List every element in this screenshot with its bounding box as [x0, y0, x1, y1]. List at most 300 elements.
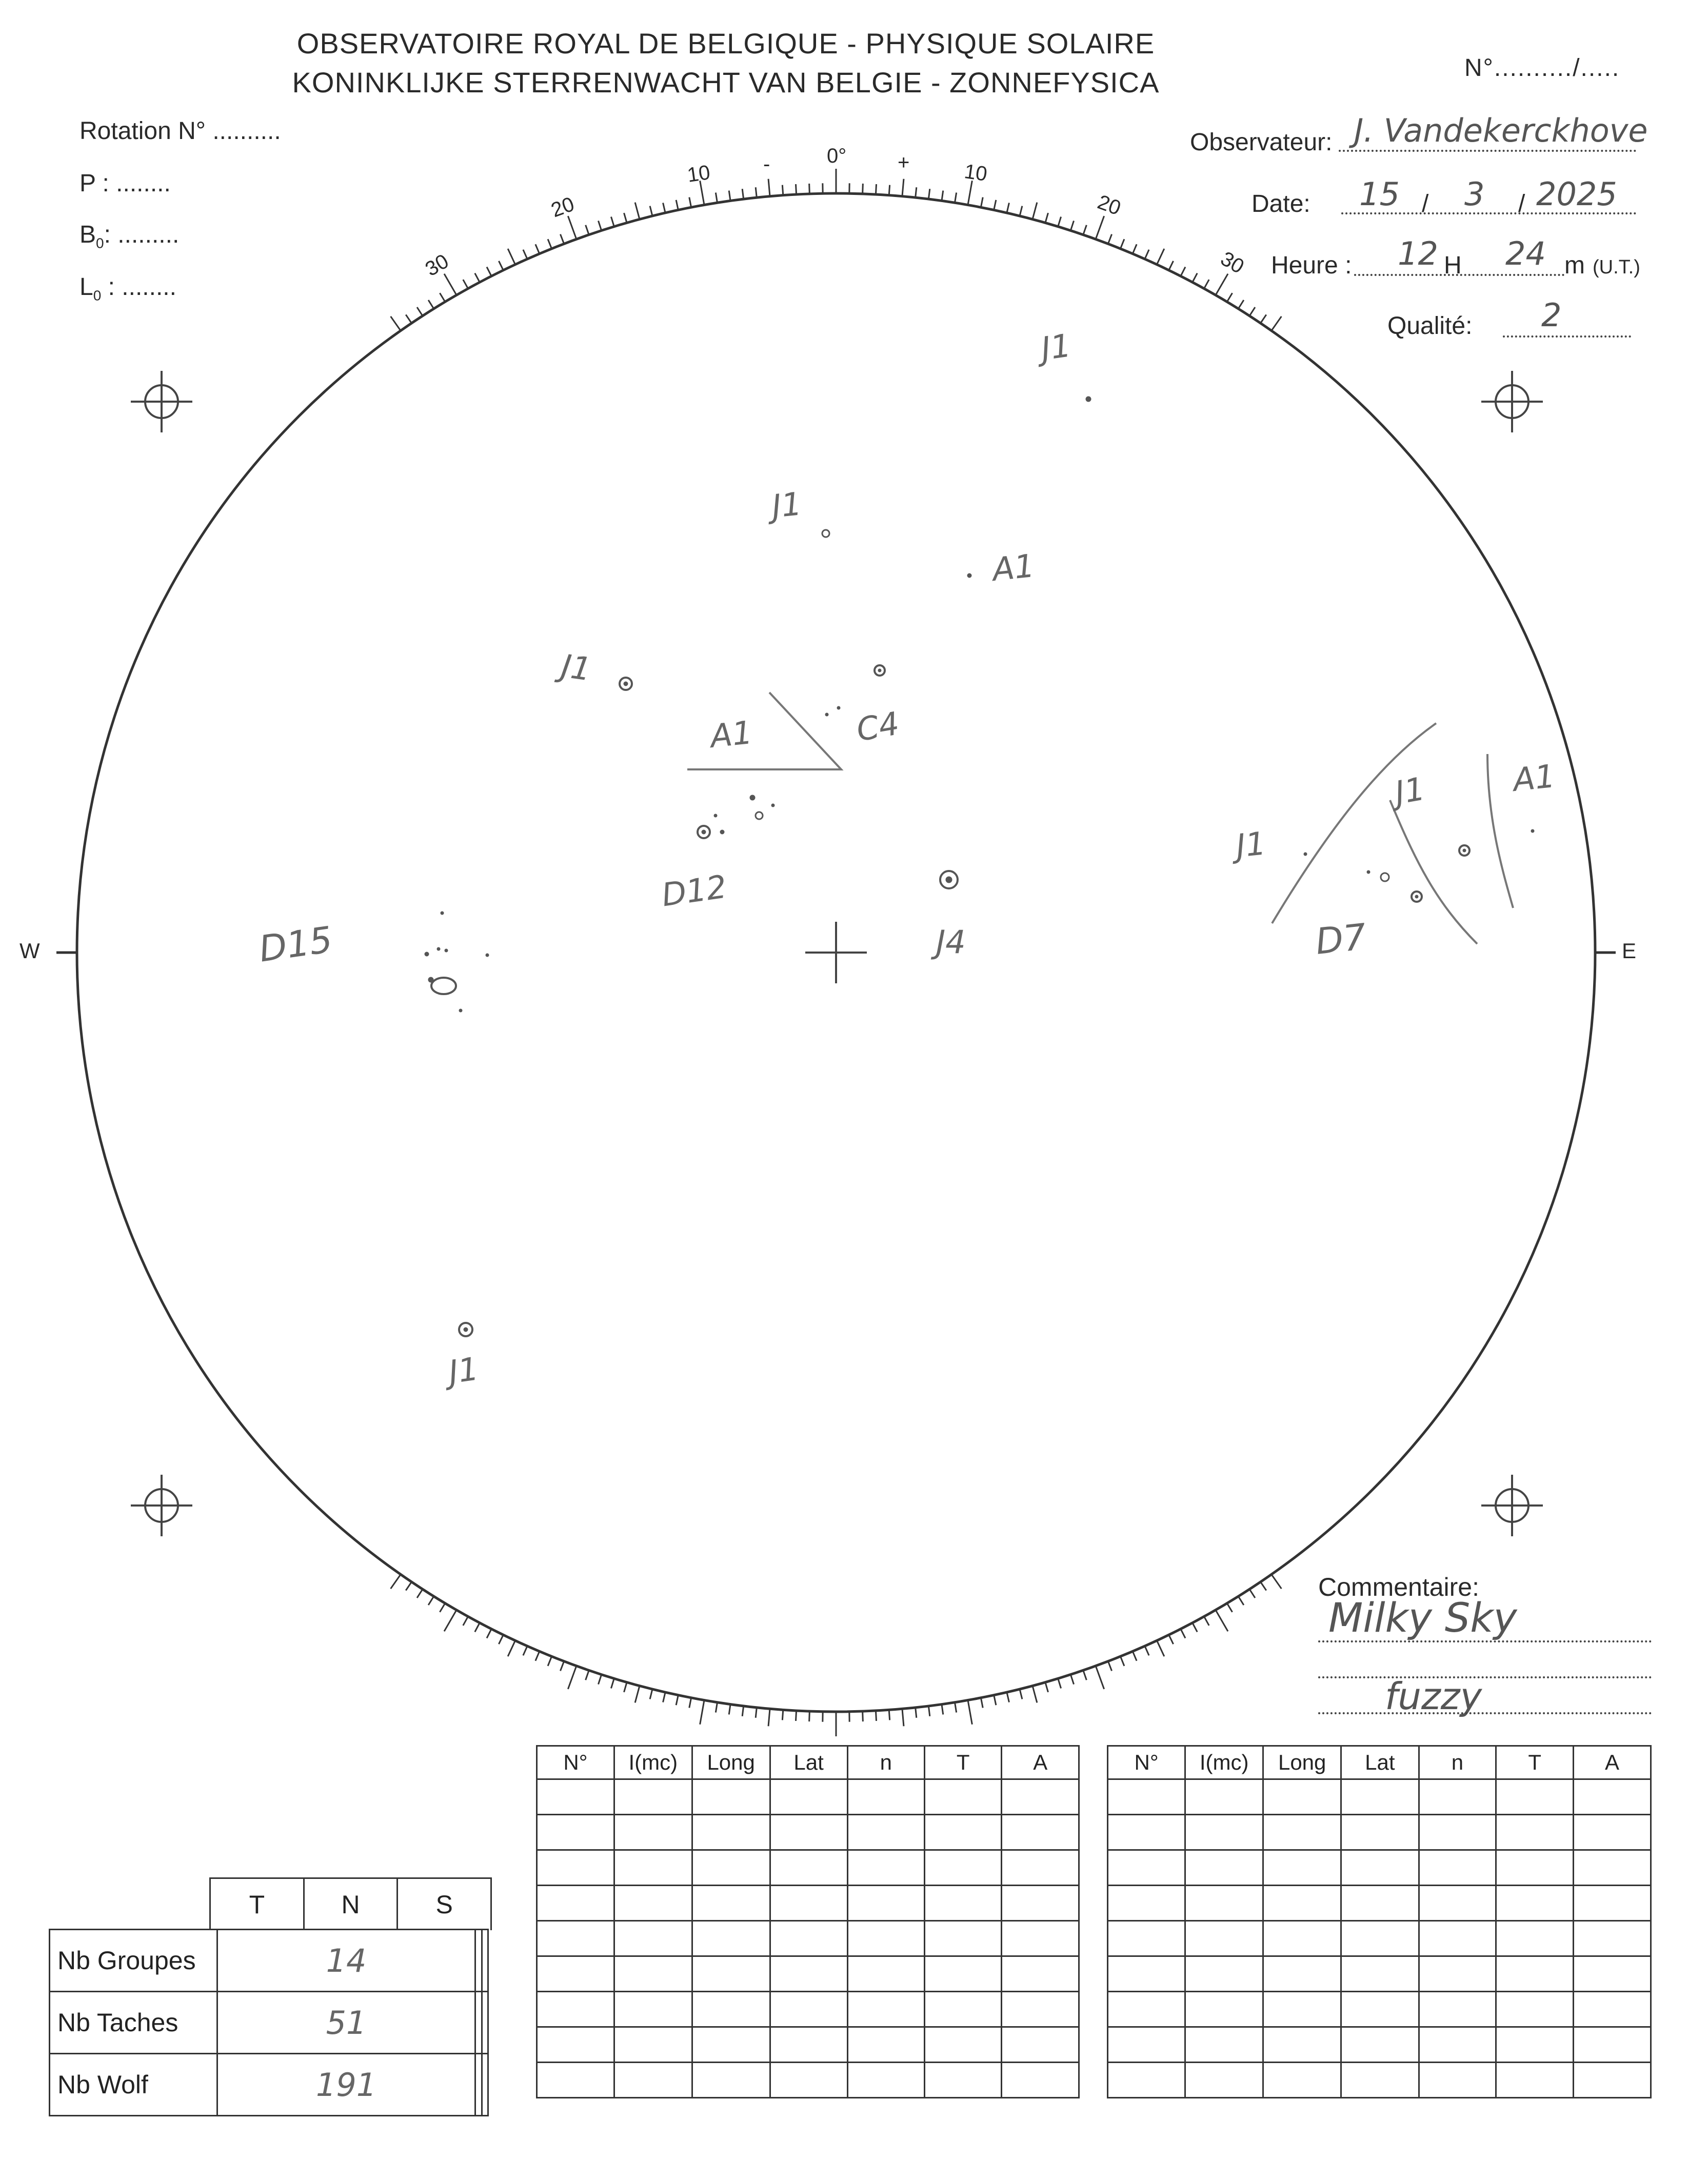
- table-cell[interactable]: [614, 1921, 692, 1956]
- counts-spots-s: [482, 1992, 488, 2054]
- label-d15: D15: [256, 918, 335, 970]
- table-cell[interactable]: [537, 2027, 614, 2063]
- table-cell[interactable]: [692, 1886, 770, 1921]
- scale-label-l30: 30: [421, 249, 453, 281]
- scale-tick: [1181, 267, 1185, 276]
- table-cell[interactable]: [1341, 1815, 1419, 1850]
- table-cell[interactable]: [692, 1850, 770, 1886]
- counts-header-s: S: [435, 1890, 453, 1919]
- table-cell[interactable]: [1185, 2063, 1263, 2098]
- table-cell[interactable]: [925, 1956, 1002, 1992]
- scale-label-plus: +: [898, 151, 910, 174]
- scale-tick: [598, 221, 601, 230]
- counts-table-header: [209, 1877, 492, 1930]
- scale-label-l10: 10: [686, 161, 712, 187]
- table-cell[interactable]: [1002, 1992, 1079, 2027]
- table-cell[interactable]: [1419, 1956, 1496, 1992]
- table-cell[interactable]: [1002, 2027, 1079, 2063]
- spot-d15-7: [428, 977, 433, 982]
- scale-tick: [535, 1651, 540, 1660]
- scale-tick: [1193, 273, 1197, 283]
- time-h-label: H: [1444, 252, 1462, 279]
- table-cell[interactable]: [1341, 1850, 1419, 1886]
- scale-tick: [1216, 1610, 1228, 1632]
- spot-d7-2: [1381, 873, 1389, 881]
- table-cell[interactable]: [1108, 2063, 1185, 2098]
- table-cell[interactable]: [1419, 2063, 1496, 2098]
- west-label: W: [19, 939, 40, 963]
- table-cell[interactable]: [1002, 2063, 1079, 2098]
- scale-tick: [560, 1661, 564, 1671]
- scale-tick: [1032, 203, 1037, 220]
- spot-a1-east: [1531, 829, 1534, 833]
- date-day: 15: [1359, 175, 1400, 213]
- scale-tick: [809, 184, 810, 194]
- table-row: [537, 1921, 1079, 1956]
- table-cell[interactable]: [770, 2063, 847, 2098]
- table-cell[interactable]: [692, 2063, 770, 2098]
- table-row: [537, 2027, 1079, 2063]
- scale-tick: [782, 185, 783, 195]
- table-cell[interactable]: [1108, 1779, 1185, 1815]
- table-cell[interactable]: [537, 1992, 614, 2027]
- spot-d12-1-core: [702, 830, 706, 834]
- table-cell[interactable]: [1496, 2063, 1574, 2098]
- scale-tick: [1261, 314, 1266, 323]
- table-cell[interactable]: [537, 1921, 614, 1956]
- table-cell[interactable]: [537, 1815, 614, 1850]
- table-cell[interactable]: [770, 1779, 847, 1815]
- scale-tick: [1070, 221, 1074, 230]
- label-j1-bottom: J1: [446, 1350, 481, 1391]
- table-cell[interactable]: [1419, 2027, 1496, 2063]
- table-cell[interactable]: [770, 1921, 847, 1956]
- table-cell[interactable]: [925, 2027, 1002, 2063]
- table-cell[interactable]: [537, 1779, 614, 1815]
- scale-tick: [1204, 280, 1209, 288]
- table-cell[interactable]: [1341, 2063, 1419, 2098]
- scale-tick: [406, 1582, 411, 1591]
- table-cell[interactable]: [1419, 1850, 1496, 1886]
- scale-label-r10: 10: [963, 160, 989, 186]
- scale-tick: [942, 1705, 943, 1715]
- col-header-number: N°: [1108, 1746, 1185, 1779]
- counts-label-wolf: Nb Wolf: [50, 2054, 217, 2116]
- counts-wolf-n: [475, 2054, 482, 2116]
- table-cell[interactable]: [1496, 1850, 1574, 1886]
- scale-tick: [1020, 206, 1022, 216]
- counts-header-n: N: [305, 1879, 399, 1930]
- scale-tick: [1133, 244, 1137, 253]
- scale-label-minus: -: [763, 153, 770, 175]
- table-cell[interactable]: [1263, 1886, 1341, 1921]
- table-cell[interactable]: [925, 1850, 1002, 1886]
- scale-tick: [1169, 261, 1174, 270]
- scale-tick: [1169, 1635, 1174, 1644]
- label-d7: D7: [1313, 916, 1368, 963]
- scale-tick: [598, 1675, 601, 1685]
- table-cell[interactable]: [1419, 1992, 1496, 2027]
- table-cell[interactable]: [1185, 1815, 1263, 1850]
- table-cell[interactable]: [614, 1956, 692, 1992]
- label-c4: C4: [853, 704, 902, 749]
- comment-line-3: fuzzy: [1385, 1675, 1482, 1718]
- spot-j1-bottom-core: [464, 1328, 468, 1332]
- scale-tick: [1045, 1682, 1048, 1692]
- spot-d15-8: [459, 1009, 462, 1012]
- table-cell[interactable]: [770, 1850, 847, 1886]
- table-row: [1108, 2063, 1651, 2098]
- scale-tick: [663, 1692, 665, 1702]
- scale-tick: [782, 1710, 783, 1720]
- table-row: [537, 1886, 1079, 1921]
- table-cell[interactable]: [1108, 2027, 1185, 2063]
- quality-label: Qualité:: [1387, 312, 1473, 340]
- counts-wolf-s: [482, 2054, 488, 2116]
- table-cell[interactable]: [1108, 1886, 1185, 1921]
- observer-label: Observateur:: [1190, 129, 1333, 156]
- table-cell[interactable]: [692, 1779, 770, 1815]
- table-cell[interactable]: [925, 1815, 1002, 1850]
- table-cell[interactable]: [925, 1779, 1002, 1815]
- table-cell[interactable]: [537, 1956, 614, 1992]
- table-cell[interactable]: [614, 1886, 692, 1921]
- table-row: [537, 1779, 1079, 1815]
- table-cell[interactable]: [847, 1921, 924, 1956]
- sheet-number: N°........../.....: [1464, 54, 1620, 82]
- col-header-n: n: [1419, 1746, 1496, 1779]
- scale-tick: [676, 200, 678, 210]
- time-m-label: m: [1564, 252, 1585, 279]
- table-cell[interactable]: [1341, 2027, 1419, 2063]
- table-cell[interactable]: [847, 2027, 924, 2063]
- table-cell[interactable]: [1574, 2063, 1651, 2098]
- table-cell[interactable]: [1419, 1886, 1496, 1921]
- scale-tick: [586, 1670, 589, 1680]
- scale-tick: [508, 1640, 515, 1656]
- table-cell[interactable]: [1574, 1779, 1651, 1815]
- scale-tick: [1145, 1646, 1149, 1655]
- table-cell[interactable]: [1263, 1992, 1341, 2027]
- table-cell[interactable]: [1341, 1921, 1419, 1956]
- table-cell[interactable]: [1574, 1956, 1651, 1992]
- scale-tick: [1096, 1666, 1104, 1689]
- spot-j1-top-right: [1086, 397, 1091, 402]
- scale-tick: [729, 191, 730, 201]
- table-cell[interactable]: [1002, 1921, 1079, 1956]
- scale-tick: [742, 1706, 743, 1716]
- table-cell[interactable]: [1496, 2027, 1574, 2063]
- counts-label-spots: Nb Taches: [50, 1992, 217, 2054]
- col-header-long: Long: [692, 1746, 770, 1779]
- table-cell[interactable]: [1108, 1815, 1185, 1850]
- col-header-a: A: [1002, 1746, 1079, 1779]
- scale-tick: [391, 316, 401, 331]
- table-cell[interactable]: [1496, 1886, 1574, 1921]
- scale-tick: [955, 192, 957, 203]
- table-cell[interactable]: [847, 1850, 924, 1886]
- scale-tick: [663, 203, 665, 212]
- scale-tick: [756, 1708, 757, 1718]
- table-row: [537, 1956, 1079, 1992]
- table-cell[interactable]: [1185, 1850, 1263, 1886]
- table-cell[interactable]: [1108, 1921, 1185, 1956]
- table-cell[interactable]: [1185, 1779, 1263, 1815]
- scale-tick: [676, 1695, 678, 1706]
- scale-tick: [560, 234, 564, 244]
- counts-groups-s: [482, 1930, 488, 1992]
- table-cell[interactable]: [847, 1779, 924, 1815]
- table-cell[interactable]: [537, 2063, 614, 2098]
- table-cell[interactable]: [770, 2027, 847, 2063]
- date-year: 2025: [1536, 175, 1617, 213]
- scale-tick: [1193, 1623, 1197, 1632]
- table-cell[interactable]: [1263, 2027, 1341, 2063]
- comment-label: Commentaire:: [1318, 1573, 1479, 1601]
- label-j1-top-right: J1: [1039, 326, 1074, 368]
- scale-tick: [1083, 1670, 1087, 1680]
- table-cell[interactable]: [1419, 1779, 1496, 1815]
- scale-tick: [1145, 250, 1149, 259]
- observation-table-left: [536, 1745, 1080, 2098]
- table-cell[interactable]: [1002, 1850, 1079, 1886]
- scale-tick: [406, 314, 411, 323]
- table-row: [1108, 1992, 1651, 2027]
- date-sep-1: /: [1422, 190, 1429, 217]
- scale-tick: [968, 181, 972, 205]
- table-cell[interactable]: [925, 1921, 1002, 1956]
- label-j1-east-b: J1: [1392, 769, 1428, 812]
- scale-tick: [417, 1589, 423, 1598]
- spot-d7-1: [1367, 870, 1370, 874]
- table-cell[interactable]: [1574, 1886, 1651, 1921]
- scale-tick: [955, 1702, 957, 1713]
- scale-tick: [428, 300, 434, 309]
- scale-tick: [716, 192, 717, 203]
- spot-d15-1: [441, 912, 444, 915]
- table-cell[interactable]: [614, 1815, 692, 1850]
- table-cell[interactable]: [770, 1886, 847, 1921]
- scale-tick: [942, 191, 943, 201]
- table-cell[interactable]: [1185, 2027, 1263, 2063]
- scale-tick: [968, 1700, 972, 1725]
- table-cell[interactable]: [1185, 1921, 1263, 1956]
- table-cell[interactable]: [692, 1921, 770, 1956]
- observation-table-left-header: [537, 1746, 1079, 1779]
- table-row: [1108, 1815, 1651, 1850]
- table-cell[interactable]: [1496, 1921, 1574, 1956]
- spot-c4-2: [825, 713, 828, 716]
- scale-tick: [475, 1623, 480, 1632]
- table-row: [1108, 2027, 1651, 2063]
- table-cell[interactable]: [1419, 1815, 1496, 1850]
- scale-tick: [902, 179, 904, 196]
- table-cell[interactable]: [770, 1956, 847, 1992]
- scale-tick: [1133, 1651, 1137, 1660]
- table-cell[interactable]: [1263, 1850, 1341, 1886]
- table-cell[interactable]: [770, 1992, 847, 2027]
- table-cell[interactable]: [1574, 1992, 1651, 2027]
- scale-tick: [1181, 1629, 1185, 1638]
- table-cell[interactable]: [692, 1956, 770, 1992]
- table-row: [1108, 1850, 1651, 1886]
- table-cell[interactable]: [770, 1815, 847, 1850]
- counts-groups-n: [475, 1930, 482, 1992]
- label-a1-east: A1: [1511, 757, 1557, 799]
- scale-tick: [994, 200, 996, 210]
- scale-tick: [689, 1698, 691, 1708]
- table-cell[interactable]: [847, 1815, 924, 1850]
- table-cell[interactable]: [1002, 1956, 1079, 1992]
- scale-tick: [1272, 1574, 1282, 1589]
- table-cell[interactable]: [1263, 1956, 1341, 1992]
- scale-tick: [1007, 203, 1009, 212]
- table-cell[interactable]: [1108, 1992, 1185, 2027]
- spot-d12-3: [714, 814, 717, 817]
- table-cell[interactable]: [1263, 1921, 1341, 1956]
- table-cell[interactable]: [1263, 2063, 1341, 2098]
- spot-d15-5: [486, 954, 489, 957]
- col-header-lat: Lat: [770, 1746, 847, 1779]
- spot-j4-core: [946, 877, 952, 883]
- table-cell[interactable]: [1185, 1992, 1263, 2027]
- spot-j1-upper-center: [822, 530, 829, 537]
- spot-j1-east-b-core: [1463, 849, 1466, 852]
- scale-tick: [650, 1689, 652, 1699]
- table-row: [537, 2063, 1079, 2098]
- label-j1-upper-center: J1: [770, 485, 804, 525]
- label-d12: D12: [659, 867, 729, 914]
- spot-d7-3-core: [1415, 895, 1418, 898]
- counts-header-t: T: [211, 1879, 305, 1930]
- table-row: [1108, 1886, 1651, 1921]
- scale-tick: [768, 1709, 770, 1726]
- scale-tick: [768, 179, 770, 196]
- scale-tick: [902, 1709, 904, 1726]
- spot-d12-4: [750, 795, 755, 800]
- table-cell[interactable]: [692, 1815, 770, 1850]
- table-cell[interactable]: [1108, 1956, 1185, 1992]
- table-cell[interactable]: [1002, 1886, 1079, 1921]
- table-cell[interactable]: [847, 1886, 924, 1921]
- date-month: 3: [1464, 175, 1485, 213]
- table-cell[interactable]: [1574, 1815, 1651, 1850]
- observation-table-right: [1107, 1745, 1652, 2098]
- table-cell[interactable]: [1263, 1815, 1341, 1850]
- comment-line-1: Milky Sky: [1328, 1595, 1517, 1641]
- table-cell[interactable]: [1108, 1850, 1185, 1886]
- table-cell[interactable]: [1574, 1850, 1651, 1886]
- col-header-long: Long: [1263, 1746, 1341, 1779]
- scale-tick: [463, 1616, 468, 1625]
- table-cell[interactable]: [1263, 1779, 1341, 1815]
- scale-tick: [994, 1695, 996, 1706]
- counts-label-groups: Nb Groupes: [50, 1930, 217, 1992]
- col-header-t: T: [1496, 1746, 1574, 1779]
- scale-tick: [1238, 1596, 1244, 1605]
- table-cell[interactable]: [925, 2063, 1002, 2098]
- scale-label-l20: 20: [548, 192, 578, 222]
- p-field: P : ........: [80, 170, 171, 197]
- col-header-n: n: [847, 1746, 924, 1779]
- table-cell[interactable]: [537, 1850, 614, 1886]
- table-cell[interactable]: [1185, 1886, 1263, 1921]
- counts-table: [49, 1929, 489, 2116]
- scale-tick: [1120, 1656, 1124, 1666]
- l0-field: $L_0$ : ........: [80, 273, 176, 304]
- scale-tick: [548, 239, 551, 249]
- scale-tick: [611, 217, 614, 227]
- scale-tick: [440, 293, 445, 302]
- table-cell[interactable]: [1341, 1886, 1419, 1921]
- table-cell[interactable]: [847, 2063, 924, 2098]
- table-cell[interactable]: [1496, 1779, 1574, 1815]
- table-cell[interactable]: [1574, 2027, 1651, 2063]
- col-header-lat: Lat: [1341, 1746, 1419, 1779]
- table-cell[interactable]: [1002, 1779, 1079, 1815]
- table-cell[interactable]: [614, 2063, 692, 2098]
- table-cell[interactable]: [614, 2027, 692, 2063]
- table-cell[interactable]: [1002, 1815, 1079, 1850]
- table-cell[interactable]: [692, 2027, 770, 2063]
- scale-tick: [1216, 274, 1228, 295]
- scale-tick: [1227, 293, 1232, 302]
- scale-tick: [916, 1708, 917, 1718]
- table-cell[interactable]: [692, 1992, 770, 2027]
- spot-j1-east-a: [1304, 853, 1307, 856]
- label-j1-east-a: J1: [1234, 824, 1268, 865]
- table-cell[interactable]: [1496, 1956, 1574, 1992]
- scale-tick: [635, 1686, 640, 1703]
- table-cell[interactable]: [847, 1956, 924, 1992]
- table-cell[interactable]: [1574, 1921, 1651, 1956]
- table-cell[interactable]: [1185, 1956, 1263, 1992]
- table-cell[interactable]: [537, 1886, 614, 1921]
- scale-tick: [1096, 216, 1104, 239]
- table-cell[interactable]: [614, 1779, 692, 1815]
- table-cell[interactable]: [1496, 1815, 1574, 1850]
- table-row: [1108, 1921, 1651, 1956]
- spot-d15-4: [445, 949, 448, 952]
- table-cell[interactable]: [1341, 1956, 1419, 1992]
- label-j4: J4: [936, 923, 966, 961]
- scale-tick: [611, 1678, 614, 1688]
- label-a1-upper: A1: [990, 546, 1037, 589]
- counts-row-wolf: [50, 2054, 488, 2116]
- scale-tick: [1070, 1675, 1074, 1685]
- table-cell[interactable]: [1496, 1992, 1574, 2027]
- comment-dotline-2: [1318, 1676, 1652, 1678]
- table-cell[interactable]: [1341, 1992, 1419, 2027]
- scale-tick: [624, 213, 627, 223]
- table-cell[interactable]: [1419, 1921, 1496, 1956]
- scale-tick: [1157, 249, 1164, 265]
- spot-d12-2: [720, 830, 724, 834]
- latitude-scale-bottom: [391, 1574, 1282, 1736]
- table-cell[interactable]: [847, 1992, 924, 2027]
- scale-tick: [444, 274, 456, 295]
- minute-value: 24: [1505, 235, 1546, 272]
- table-cell[interactable]: [614, 1850, 692, 1886]
- table-cell[interactable]: [614, 1992, 692, 2027]
- table-cell[interactable]: [1341, 1779, 1419, 1815]
- table-cell[interactable]: [925, 1886, 1002, 1921]
- scale-tick: [1032, 1686, 1037, 1703]
- scale-tick: [635, 203, 640, 220]
- table-cell[interactable]: [925, 1992, 1002, 2027]
- counts-row-groups: [50, 1930, 488, 1992]
- scale-tick: [729, 1705, 730, 1715]
